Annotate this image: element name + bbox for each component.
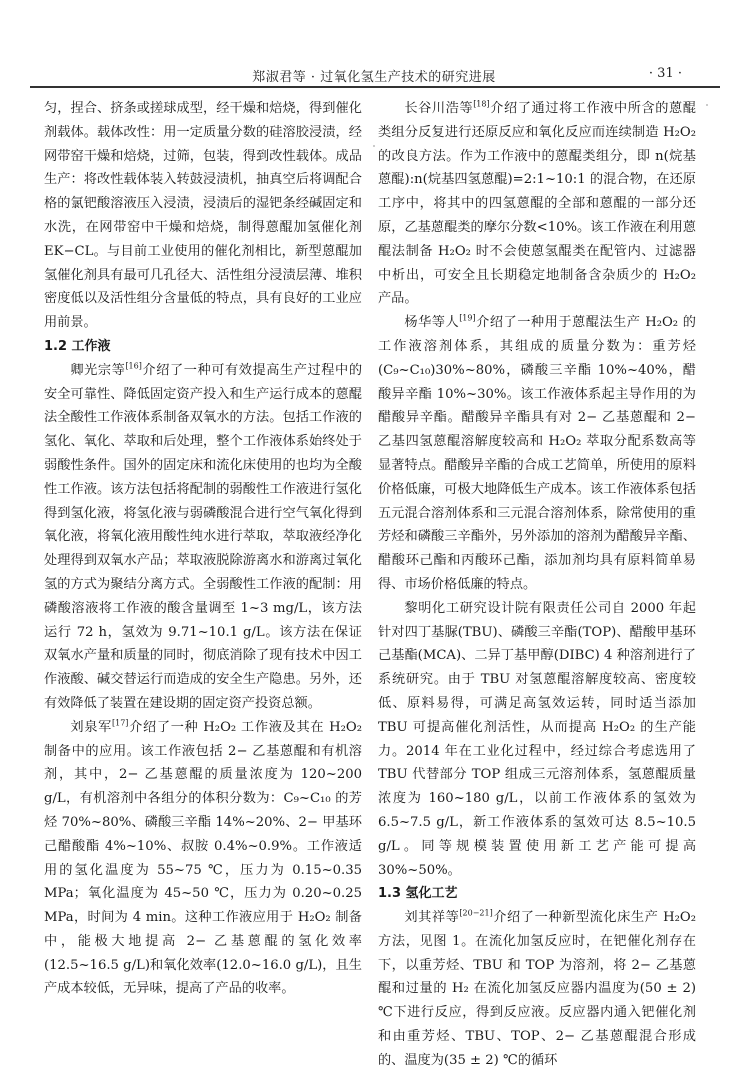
scan-artifact xyxy=(373,145,375,147)
paragraph-liu-quanjun xyxy=(44,716,362,1002)
left-column xyxy=(44,97,362,1001)
paragraph-text: 介绍了一种用于蒽醌法生产 H₂O₂ 的工作液溶剂体系，其组成的质量分数为：重芳烃(C₉~C₁₀)30%~80%，磷酸三辛酯 10%~40%，醋酸异辛酯 10%~30%。该工作液体系起主导作用的为醋酸异辛酯。醋酸异辛酯具有对 2− 乙基蒽醌和 2− 乙基四氢蒽醌溶解度较高和 H₂O₂ 萃取分配系数高等显著特点。醋酸异辛酯的合成工艺简单，所使用的原料价格低廉，可极大地降低生产成本。该工作液体系包括五元混合溶剂体系和三元混合溶剂体系，除常使用的重芳烃和磷酸三辛酯外，另外添加的溶剂为醋酸异辛酯、醋酸环己酯和丙酸环己酯，添加剂均具有原料简单易得、市场价格低廉的特点。 xyxy=(378,315,696,592)
citation-ref: [20−21] xyxy=(459,908,493,918)
section-heading-1-3: 1.3 氢化工艺 xyxy=(378,886,458,902)
paragraph-text: 介绍了一种新型流化床生产 H₂O₂ 方法，见图 1。在流化加氢反应时，在钯催化剂存在下，以重芳烃、TBU 和 TOP 为溶剂，将 2− 乙基蒽醌和过量的 H₂ 在流化加氢反应器内温度为(50 ± 2) ℃下进行反应，得到反应液。反应器内通入钯催化剂和由重芳烃、TBU、TOP、2− 乙基蒽醌混合形成的、温度为(35 ± 2) ℃的循环 xyxy=(378,910,697,1068)
author-name: 卿光宗等 xyxy=(70,362,126,378)
paragraph-text: 介绍了一种可有效提高生产过程中的安全可靠性、降低固定资产投入和生产运行成本的蒽醌法全酸性工作液体系制备双氧水的方法。包括工作液的氢化、氧化、萃取和后处理，整个工作液体系始终处于弱酸性条件。国外的固定床和流化床使用的也均为全酸性工作液。该方法包括将配制的弱酸性工作液进行氢化得到氢化液，将氢化液与弱磷酸混合进行空气氧化得到氧化液，将氧化液用酸性纯水进行萃取，萃取液经净化处理得到双氧水产品；萃取液脱除游离水和游离过氧化氢的方式为聚结分离方式。全弱酸性工作液的配制：用磷酸溶液将工作液的酸含量调至 1~3 mg/L，该方法运行 72 h，氢效为 9.71~10.1 g/L。该方法在保证双氧水产量和质量的同时，彻底消除了现有技术中因工作液酸、碱交替运行而造成的安全生产隐患。另外，还有效降低了装置在建设期的固定资产投资总额。 xyxy=(44,362,363,711)
header-rule xyxy=(30,86,720,88)
citation-ref: [19] xyxy=(459,313,476,323)
citation-ref: [16] xyxy=(125,361,142,371)
page-number: · 31 · xyxy=(648,66,682,81)
scan-artifact xyxy=(706,104,708,106)
paragraph-catalyst-continued: 匀，捏合、挤条或搓球成型，经干燥和焙烧，得到催化剂载体。载体改性：用一定质量分数的硅溶胶浸渍，经网带窑干燥和焙烧，过筛，包装，得到改性载体。成品生产：将改性载体装入转鼓浸渍机，抽真空后将调配合格的氯钯酸溶液压入浸渍，浸渍后的湿钯条经碱固定和水洗，在网带窑中干燥和焙烧，制得蒽醌加氢催化剂 EK−CL。与目前工业使用的催化剂相比，新型蒽醌加氢催化剂具有最可几孔径大、活性组分浸渍层薄、堆积密度低以及活性组分含量低的特点，具有良好的工业应用前景。 xyxy=(44,101,362,331)
author-name: 刘其祥等 xyxy=(404,910,460,926)
paragraph-liming-institute: 黎明化工研究设计院有限责任公司自 2000 年起针对四丁基脲(TBU)、磷酸三辛酯(TOP)、醋酸甲基环己基酯(MCA)、二异丁基甲醇(DIBC) 4 种溶剂进行了系统研究。由于 TBU 对氢蒽醌溶解度较高、密度较低、原料易得，可满足高氢效运转，同时适当添加 TBU 可提高催化剂活性，从而提高 H₂O₂ 的生产能力。2014 年在工业化过程中，经过综合考虑选用了 TBU 代替部分 TOP 组成三元溶剂体系，氢蒽醌质量浓度为 160~180 g/L，以前工作液体系的氢效为 6.5~7.5 g/L，新工作液体系的氢效可达 8.5~10.5 g/L。同等规模装置使用新工艺产能可提高 30%~50%。 xyxy=(378,600,696,878)
running-title: 郑淑君等 · 过氧化氢生产技术的研究进展 xyxy=(252,70,496,85)
paragraph-liu-qixiang xyxy=(378,906,696,1073)
paragraph-text: 介绍了通过将工作液中所含的蒽醌类组分反复进行还原反应和氧化反应而连续制造 H₂O₂ 的改良方法。作为工作液中的蒽醌类组分，即 n(烷基蒽醌):n(烷基四氢蒽醌)=2:1~10:1 的混合物，在还原工序中，将其中的四氢蒽醌的全部和蒽醌的一部分还原，乙基蒽醌类的摩尔分数<10%。该工作液在利用蒽醌法制备 H₂O₂ 时不会使蒽氢醌类在配管内、过滤器中析出，可安全且长期稳定地制备含杂质少的 H₂O₂ 产品。 xyxy=(378,101,696,307)
paragraph-yang-hua xyxy=(378,311,696,597)
citation-ref: [18] xyxy=(473,99,490,109)
paragraph-text: 介绍了一种 H₂O₂ 工作液及其在 H₂O₂ 制备中的应用。该工作液包括 2− 乙基蒽醌和有机溶剂，其中，2− 乙基蒽醌的质量浓度为 120~200 g/L，有机溶剂中各组分的体积分数为：C₉~C₁₀ 的芳烃 70%~80%、磷酸三辛酯 14%~20%、2− 甲基环己醋酸酯 4%~10%、叔胺 0.4%~0.9%。工作液适用的氢化温度为 55~75 ℃，压力为 0.15~0.35 MPa；氧化温度为 45~50 ℃，压力为 0.20~0.25 MPa，时间为 4 min。这种工作液应用于 H₂O₂ 制备中，能极大地提高 2− 乙基蒽醌的氢化效率(12.5~16.5 g/L)和氧化效率(12.0~16.0 g/L)，且生产成本较低，无异味，提高了产品的收率。 xyxy=(44,719,362,997)
author-name: 长谷川浩等 xyxy=(404,101,474,116)
author-name: 杨华等人 xyxy=(404,315,460,331)
citation-ref: [17] xyxy=(112,718,129,728)
paragraph-hasegawa xyxy=(378,97,696,311)
author-name: 刘泉军 xyxy=(70,719,112,735)
section-heading-1-2: 1.2 工作液 xyxy=(44,338,111,354)
paragraph-qing xyxy=(44,359,362,716)
right-column xyxy=(378,97,696,1073)
